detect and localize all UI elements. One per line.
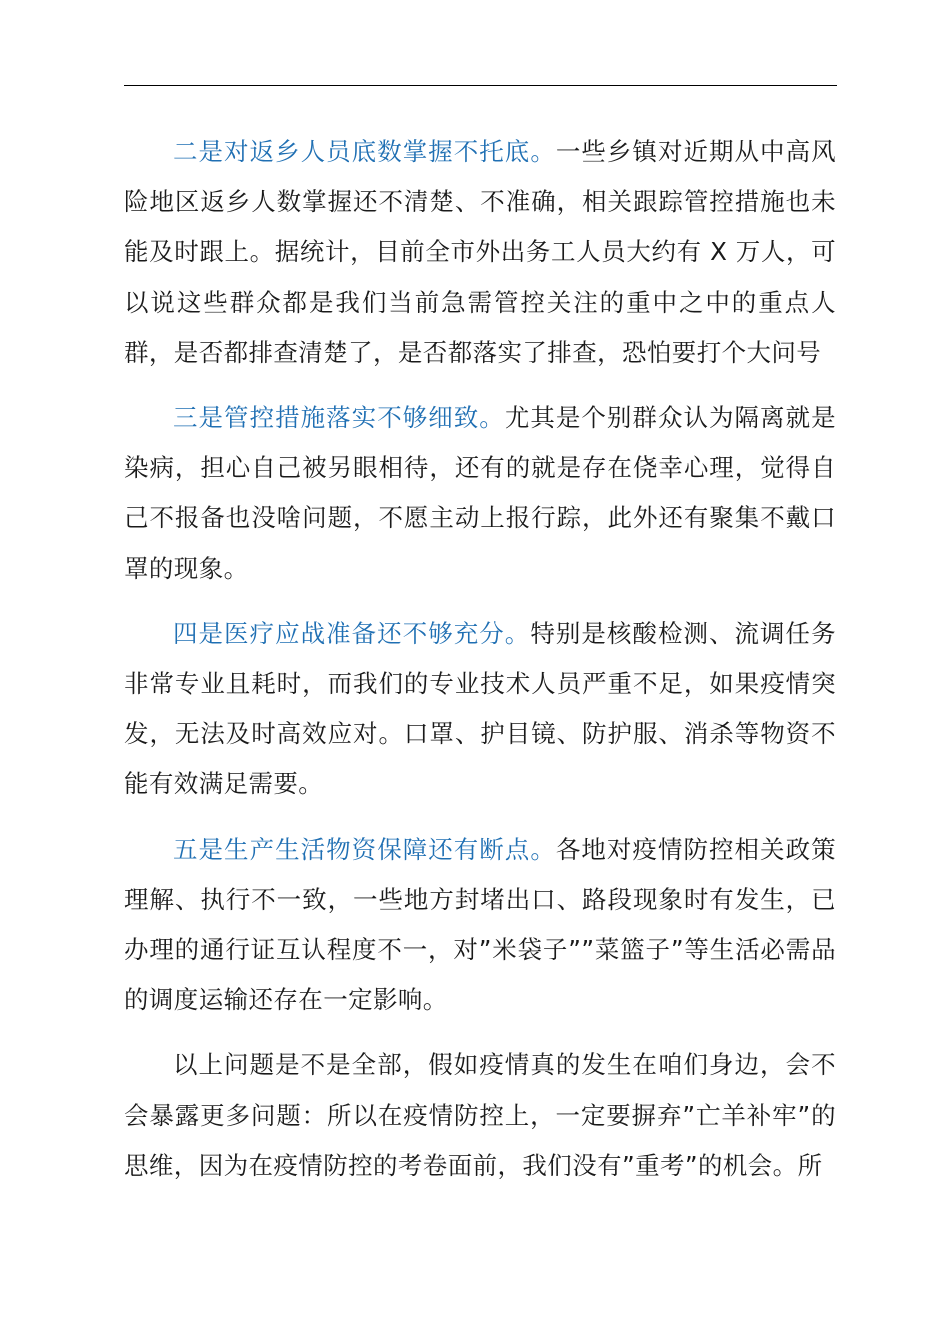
paragraph-summary (124, 1040, 836, 1191)
paragraph-text: 特别是核酸检测、流调任务非常专业且耗时，而我们的专业技术人员严重不足，如果疫情突发，无法及时高效应对。口罩、护目镜、防护服、消杀等物资不能有效满足需要。 (124, 618, 836, 799)
paragraph-2 (124, 127, 836, 378)
paragraph-text: 以上问题是不是全部，假如疫情真的发生在咱们身边，会不会暴露更多问题：所以在疫情防控上，一定要摒弃”亡羊补牢”的思维，因为在疫情防控的考卷面前，我们没有”重考”的机会。所 (124, 1050, 836, 1180)
paragraph-heading: 四是医疗应战准备还不够充分。 (173, 618, 531, 648)
paragraph-text: 尤其是个别群众认为隔离就是染病，担心自己被另眼相待，还有的就是存在侥幸心理，觉得自己不报备也没啥问题，不愿主动上报行踪，此外还有聚集不戴口罩的现象。 (124, 403, 836, 583)
paragraph-5 (124, 825, 836, 1026)
paragraph-3 (124, 393, 836, 594)
paragraph-text: 各地对疫情防控相关政策理解、执行不一致，一些地方封堵出口、路段现象时有发生，已办理的通行证互认程度不一，对”米袋子””菜篮子”等生活必需品的调度运输还存在一定影响。 (124, 834, 836, 1015)
header-rule (124, 85, 837, 86)
document-body (124, 127, 836, 1206)
paragraph-heading: 三是管控措施落实不够细致。 (173, 403, 505, 433)
paragraph-text: 一些乡镇对近期从中高风险地区返乡人数掌握还不清楚、不准确，相关跟踪管控措施也未能及时跟上。据统计，目前全市外出务工人员大约有 X 万人，可以说这些群众都是我们当前急需管控关注的重中之中的重点人群，是否都排查清楚了，是否都落实了排查，恐怕要打个大问号 (124, 137, 836, 367)
paragraph-heading: 五是生产生活物资保障还有断点。 (173, 834, 556, 864)
paragraph-heading: 二是对返乡人员底数掌握不托底。 (173, 137, 556, 166)
paragraph-4 (124, 609, 836, 810)
